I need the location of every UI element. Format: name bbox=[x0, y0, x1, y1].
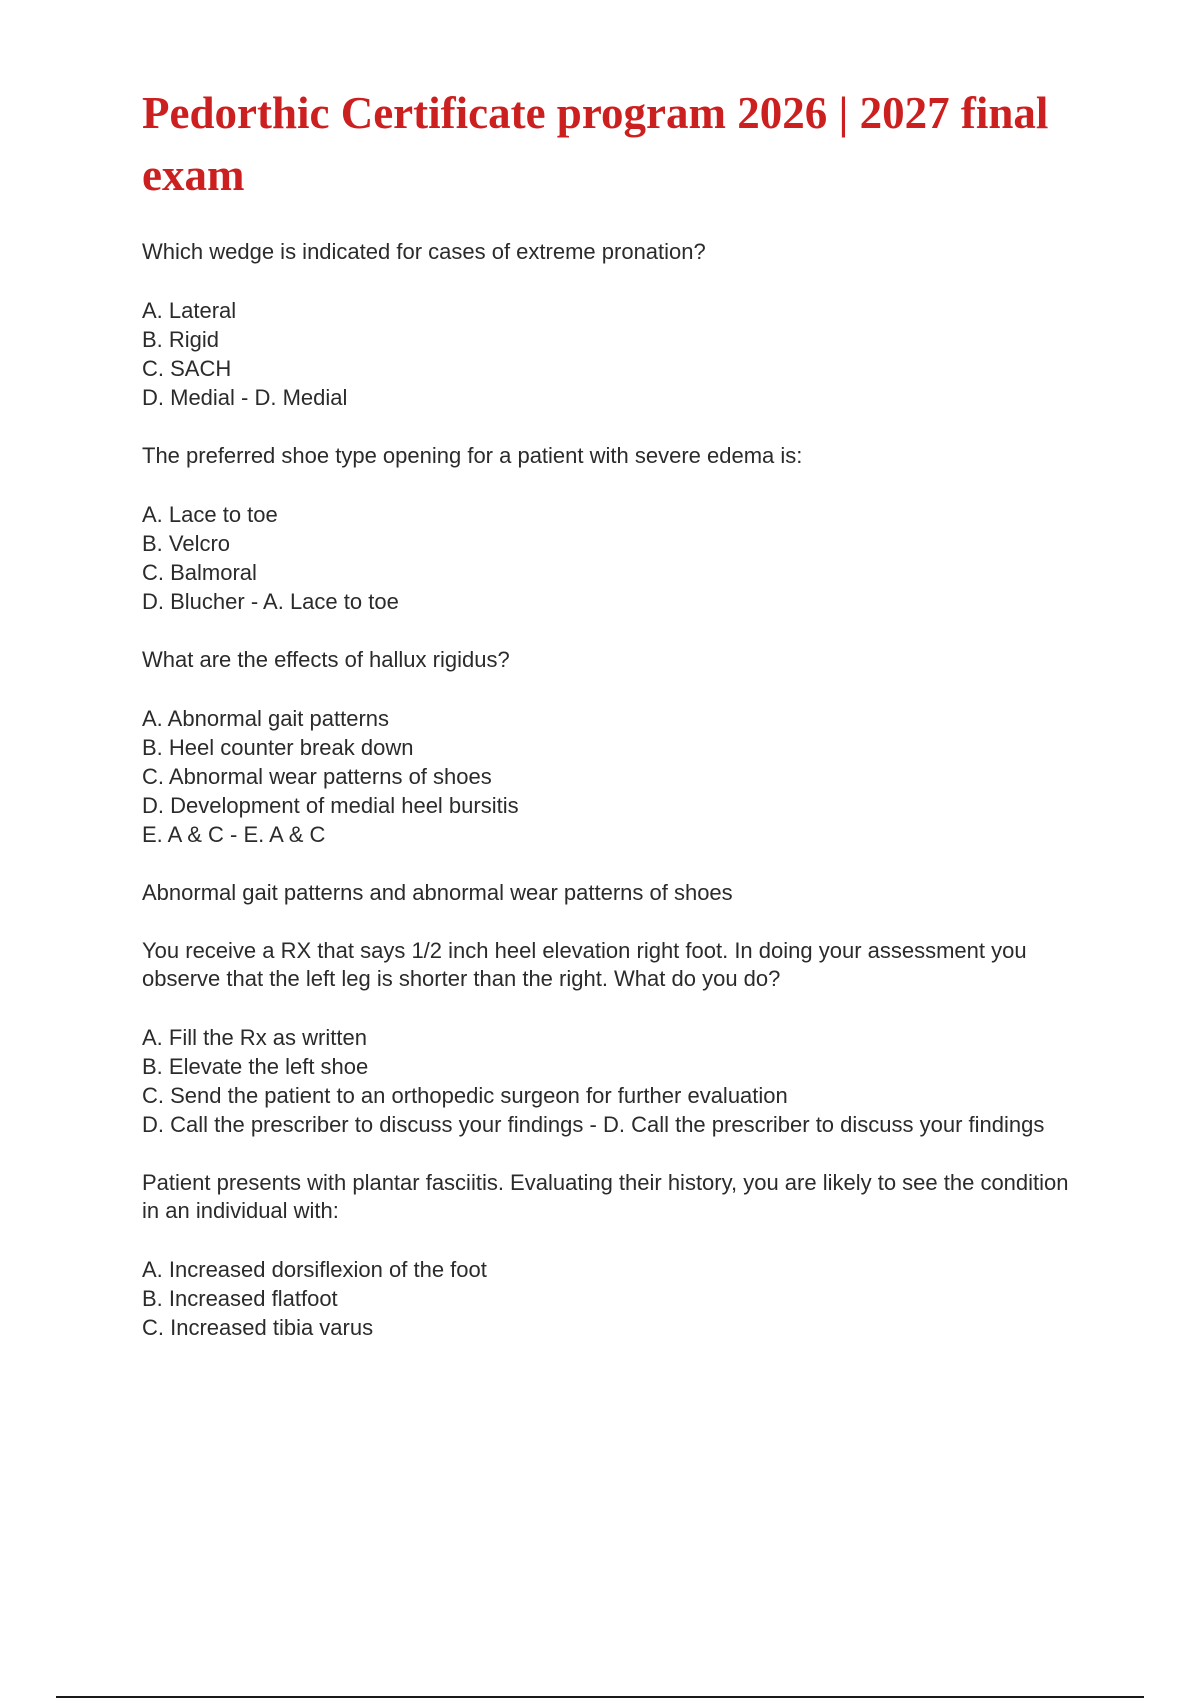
question-block-5 bbox=[142, 1169, 1072, 1342]
option-item: A. Lace to toe bbox=[142, 502, 278, 527]
option-item: C. Send the patient to an orthopedic surgeon for further evaluation bbox=[142, 1083, 788, 1108]
option-item: C. Balmoral bbox=[142, 560, 257, 585]
option-item: D. Development of medial heel bursitis bbox=[142, 793, 519, 818]
option-list bbox=[142, 500, 1072, 616]
option-item: B. Heel counter break down bbox=[142, 735, 414, 760]
option-list bbox=[142, 704, 1072, 849]
question-text: Which wedge is indicated for cases of extreme pronation? bbox=[142, 239, 706, 264]
question-text: What are the effects of hallux rigidus? bbox=[142, 647, 510, 672]
option-item: B. Increased flatfoot bbox=[142, 1286, 338, 1311]
option-item: B. Velcro bbox=[142, 531, 231, 556]
option-item: A. Lateral bbox=[142, 298, 237, 323]
option-item: B. Elevate the left shoe bbox=[142, 1054, 369, 1079]
question-text: You receive a RX that says 1/2 inch heel elevation right foot. In doing your assessment you observe that the left leg is shorter than the right. What do you do? bbox=[142, 938, 1027, 991]
option-item: D. Call the prescriber to discuss your findings - D. Call the prescriber to discuss your findings bbox=[142, 1112, 1045, 1137]
option-item: E. A & C - E. A & C bbox=[142, 822, 326, 847]
document-page bbox=[142, 82, 1072, 1372]
option-item: B. Rigid bbox=[142, 327, 220, 352]
question-block-1 bbox=[142, 238, 1072, 412]
option-item: D. Blucher - A. Lace to toe bbox=[142, 589, 399, 614]
option-item: D. Medial - D. Medial bbox=[142, 385, 348, 410]
option-item: C. Abnormal wear patterns of shoes bbox=[142, 764, 492, 789]
option-item: A. Increased dorsiflexion of the foot bbox=[142, 1257, 487, 1282]
option-item: A. Fill the Rx as written bbox=[142, 1025, 367, 1050]
question-text: The preferred shoe type opening for a patient with severe edema is: bbox=[142, 443, 803, 468]
document-title: Pedorthic Certificate program 2026 | 2027 final exam bbox=[142, 88, 1049, 200]
page-bottom-divider bbox=[56, 1696, 1144, 1698]
option-list bbox=[142, 1023, 1072, 1139]
option-item: A. Abnormal gait patterns bbox=[142, 706, 390, 731]
option-item: C. SACH bbox=[142, 356, 232, 381]
question-block-2 bbox=[142, 442, 1072, 616]
option-list bbox=[142, 296, 1072, 412]
question-text: Patient presents with plantar fasciitis. Evaluating their history, you are likely to see the condition in an individual with: bbox=[142, 1170, 1069, 1223]
question-block-3 bbox=[142, 646, 1072, 907]
answer-explanation: Abnormal gait patterns and abnormal wear patterns of shoes bbox=[142, 880, 733, 905]
question-block-4 bbox=[142, 937, 1072, 1139]
option-list bbox=[142, 1255, 1072, 1342]
option-item: C. Increased tibia varus bbox=[142, 1315, 374, 1340]
